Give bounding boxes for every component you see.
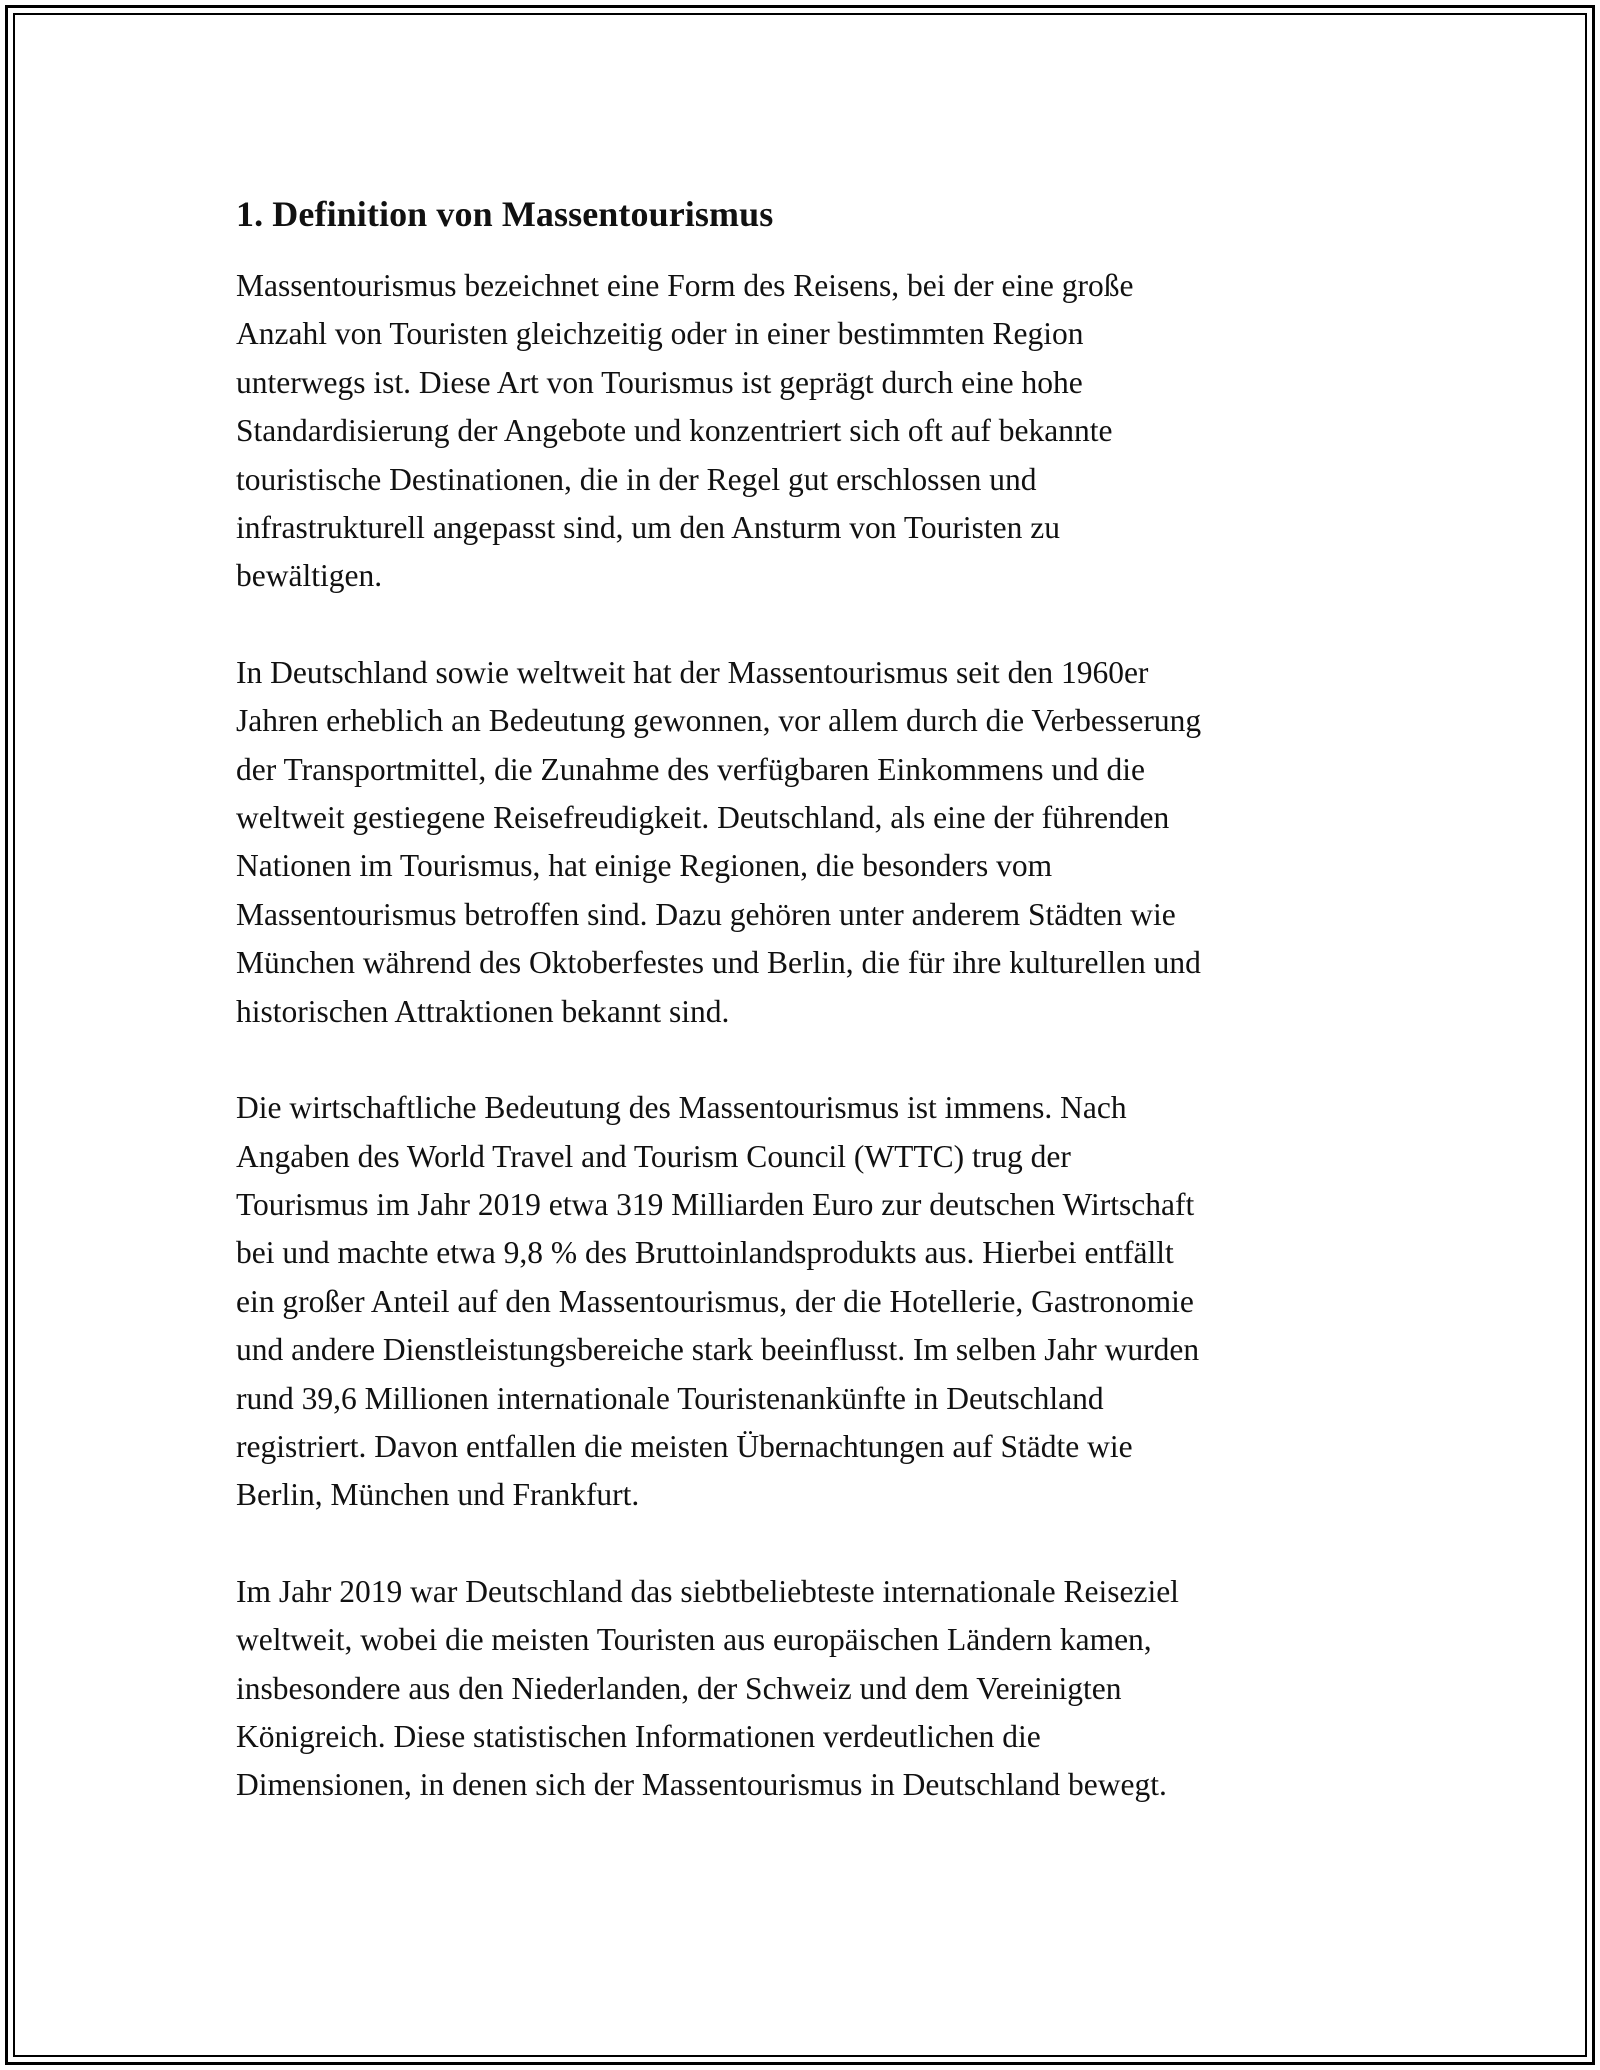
paragraph-statistics: Im Jahr 2019 war Deutschland das siebtbeliebteste internationale Reiseziel weltweit, wobei die meisten Touristen aus europäischen Ländern kamen, insbesondere aus den Niederlanden, der Schweiz und dem Vereinigten Königreich. Diese statistischen Informationen verdeutlichen die Dimensionen, in denen sich der Massentourismus in Deutschland bewegt.	[236, 1573, 1179, 1803]
paragraph-definition: Massentourismus bezeichnet eine Form des Reisens, bei der eine große Anzahl von Touristen gleichzeitig oder in einer bestimmten Region unterwegs ist. Diese Art von Tourismus ist geprägt durch eine hohe Standardisierung der Angebote und konzentriert sich oft auf bekannte touristische Destinationen, die in der Regel gut erschlossen und infrastrukturell angepasst sind, um den Ansturm von Touristen zu bewältigen.	[236, 268, 1134, 594]
document-body	[236, 186, 1376, 1810]
section-heading: 1. Definition von Massentourismus	[236, 194, 774, 234]
paragraph-history: In Deutschland sowie weltweit hat der Massentourismus seit den 1960er Jahren erheblich an Bedeutung gewonnen, vor allem durch die Verbesserung der Transportmittel, die Zunahme des verfügbaren Einkommens und die weltweit gestiegene Reisefreudigkeit. Deutschland, als eine der führenden Nationen im Tourismus, hat einige Regionen, die besonders vom Massentourismus betroffen sind. Dazu gehören unter anderem Städten wie München während des Oktoberfestes und Berlin, die für ihre kulturellen und historischen Attraktionen bekannt sind.	[236, 654, 1202, 1029]
paragraph-economy: Die wirtschaftliche Bedeutung des Massentourismus ist immens. Nach Angaben des World Travel and Tourism Council (WTTC) trug der Tourismus im Jahr 2019 etwa 319 Milliarden Euro zur deutschen Wirtschaft bei und machte etwa 9,8 % des Bruttoinlandsprodukts aus. Hierbei entfällt ein großer Anteil auf den Massentourismus, der die Hotellerie, Gastronomie und andere Dienstleistungsbereiche stark beeinflusst. Im selben Jahr wurden rund 39,6 Millionen internationale Touristenankünfte in Deutschland registriert. Davon entfallen die meisten Übernachtungen auf Städte wie Berlin, München und Frankfurt.	[236, 1090, 1200, 1513]
